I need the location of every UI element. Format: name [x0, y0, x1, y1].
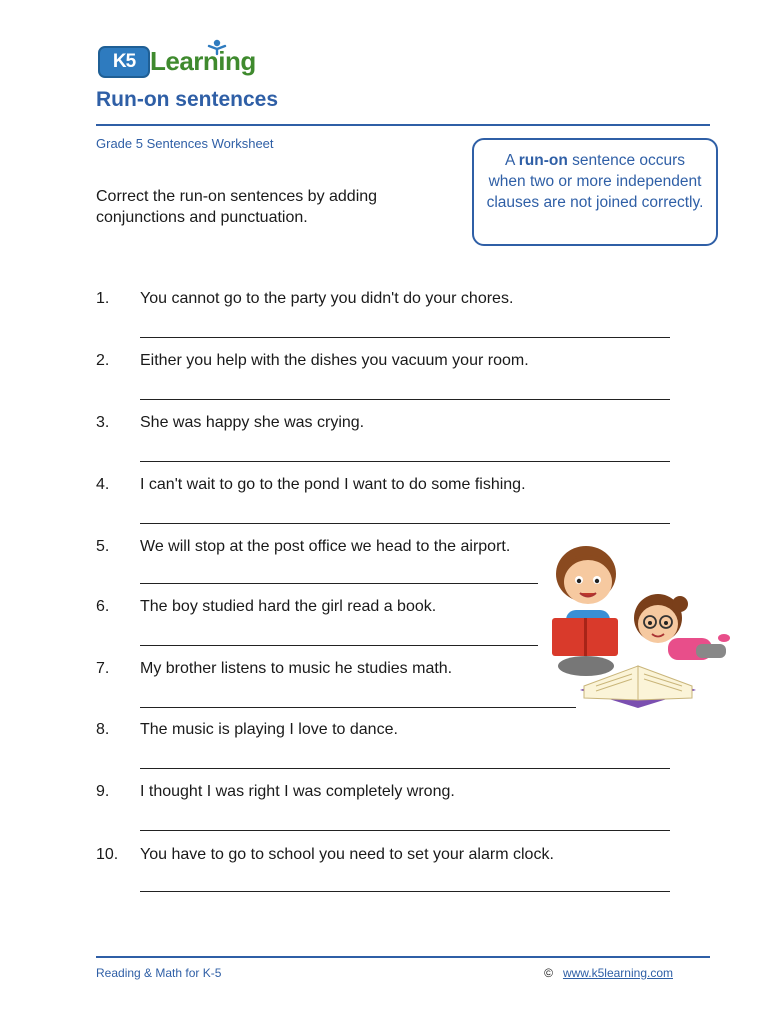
answer-line-2[interactable] — [140, 399, 670, 400]
question-text: Either you help with the dishes you vacuum your room. — [140, 352, 529, 369]
question-number: 10. — [96, 846, 119, 863]
question-text: You cannot go to the party you didn't do your chores. — [140, 290, 514, 307]
question-number: 9. — [96, 783, 110, 800]
website-link[interactable]: www.k5learning.com — [562, 966, 673, 980]
question-text: The music is playing I love to dance. — [140, 721, 398, 738]
answer-line-4[interactable] — [140, 523, 670, 524]
logo-figure-icon — [206, 38, 228, 60]
question-number: 6. — [96, 598, 110, 615]
answer-line-3[interactable] — [140, 461, 670, 462]
question-text: You have to go to school you need to set your alarm clock. — [140, 846, 554, 863]
question-number: 1. — [96, 290, 110, 307]
logo-badge: K5 — [98, 46, 150, 78]
answer-line-1[interactable] — [140, 337, 670, 338]
worksheet-subtitle: Grade 5 Sentences Worksheet — [96, 136, 274, 151]
question-number: 2. — [96, 352, 110, 369]
answer-line-9[interactable] — [140, 830, 670, 831]
question-number: 5. — [96, 538, 110, 555]
answer-line-6[interactable] — [140, 645, 538, 646]
footer-tagline: Reading & Math for K-5 — [96, 966, 222, 980]
question-text: I thought I was right I was completely wrong. — [140, 783, 455, 800]
question-text: We will stop at the post office we head to the airport. — [140, 538, 511, 555]
girl-figure — [634, 594, 730, 660]
question-number: 7. — [96, 660, 110, 677]
question-text: She was happy she was crying. — [140, 414, 365, 431]
boy-figure — [552, 546, 618, 676]
k5-learning-logo — [98, 38, 268, 80]
kids-reading-illustration — [546, 540, 732, 718]
title-divider — [96, 124, 710, 126]
definition-box — [472, 138, 718, 246]
question-text: I can't wait to go to the pond I want to do some fishing. — [140, 476, 526, 493]
logo-wordmark: Learning — [150, 46, 256, 76]
answer-line-10[interactable] — [140, 891, 670, 892]
answer-line-8[interactable] — [140, 768, 670, 769]
answer-line-7[interactable] — [140, 707, 576, 708]
footer-link-group — [544, 966, 673, 980]
question-number: 4. — [96, 476, 110, 493]
copyright-symbol: © — [544, 966, 553, 980]
footer-divider — [96, 956, 710, 958]
question-number: 8. — [96, 721, 110, 738]
instructions: Correct the run-on sentences by adding conjunctions and punctuation. — [96, 188, 378, 226]
definition-prefix: A — [504, 152, 519, 169]
answer-line-5[interactable] — [140, 583, 538, 584]
question-text: My brother listens to music he studies math. — [140, 660, 453, 677]
question-number: 3. — [96, 414, 110, 431]
definition-bold-term: run-on — [518, 152, 568, 169]
page-title: Run-on sentences — [96, 88, 279, 111]
definition-suffix: sentence occurs when two or more independent clauses are not joined correctly. — [486, 152, 704, 211]
question-text: The boy studied hard the girl read a book. — [140, 598, 437, 615]
